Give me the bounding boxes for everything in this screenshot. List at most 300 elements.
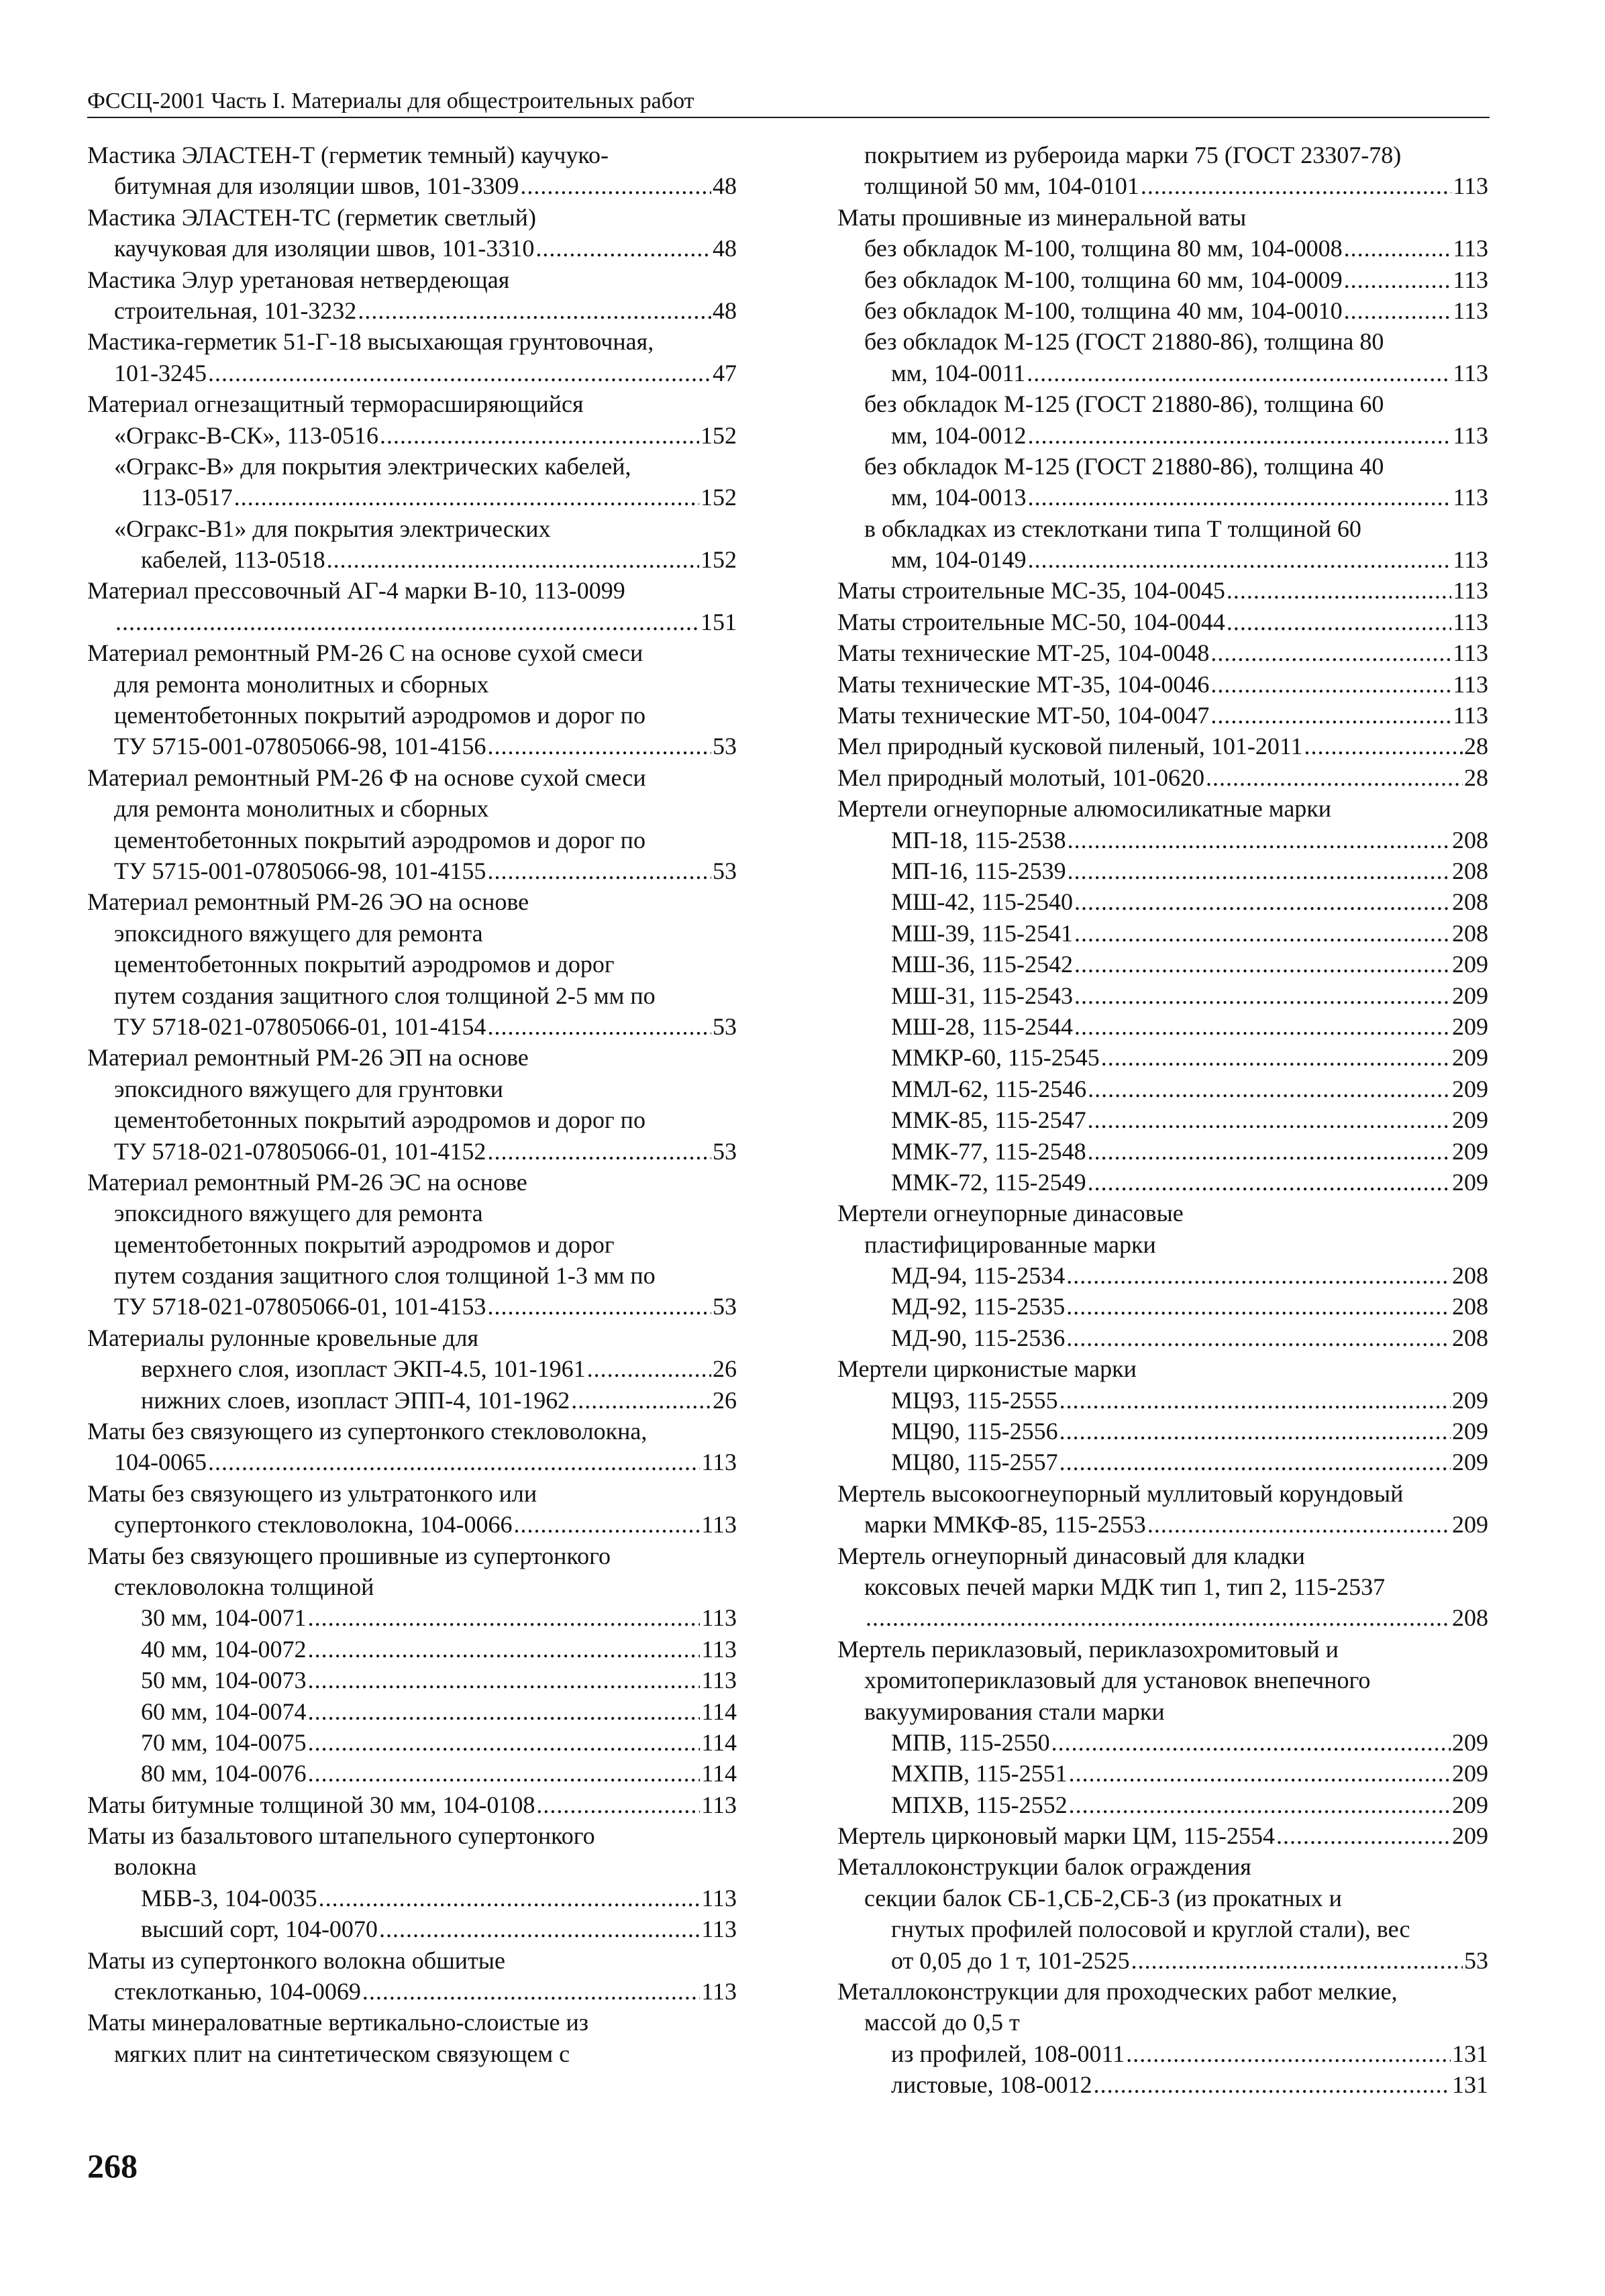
- index-page-ref: 113: [701, 1667, 737, 1694]
- index-entry-text: МД-94, 115-2534: [891, 1262, 1066, 1290]
- index-entry-line: [837, 1976, 1488, 2007]
- index-page-ref: 47: [713, 359, 737, 386]
- index-entry-text: Мел природный молотый, 101-0620: [837, 764, 1204, 791]
- index-page-ref: 53: [713, 1012, 737, 1040]
- index-entry-line: [87, 544, 737, 575]
- index-entry-line: [837, 1291, 1488, 1322]
- index-entry-text: без обкладок М-100, толщина 80 мм, 104-0008: [864, 235, 1343, 262]
- index-entry-text: 50 мм, 104-0073: [141, 1667, 307, 1694]
- dot-leader: [380, 420, 699, 451]
- index-page-ref: 208: [1452, 1262, 1488, 1290]
- index-entry-text: 70 мм, 104-0075: [141, 1728, 307, 1756]
- index-page-ref: 113: [701, 1916, 737, 1943]
- index-entry-text: Металлоконструкции балок ограждения: [837, 1853, 1251, 1881]
- index-entry-line: [837, 170, 1488, 201]
- index-entry-text: цементобетонных покрытий аэродромов и дорог по: [114, 1106, 645, 1134]
- index-entry-text: массой до 0,5 т: [864, 2009, 1020, 2036]
- index-entry-text: супертонкого стекловолокна, 104-0066: [114, 1511, 513, 1538]
- index-entry-line: [87, 669, 737, 700]
- index-entry-line: [87, 1042, 737, 1073]
- dot-leader: [362, 1976, 700, 2007]
- dot-leader: [1066, 1260, 1451, 1291]
- dot-leader: [487, 731, 711, 762]
- dot-leader: [1088, 1167, 1451, 1198]
- index-entry-line: [837, 575, 1488, 606]
- index-entry-text: гнутых профилей полосовой и круглой стали), вес: [891, 1916, 1410, 1943]
- index-entry-text: без обкладок М-100, толщина 60 мм, 104-0009: [864, 266, 1343, 293]
- index-entry-line: [837, 202, 1488, 233]
- index-page-ref: 113: [1453, 359, 1488, 386]
- index-page-ref: 208: [1452, 919, 1488, 947]
- index-entry-text: Маты из базальтового штапельного супертонкого: [87, 1822, 595, 1850]
- index-page-ref: 209: [1452, 1791, 1488, 1818]
- index-entry-line: [87, 1447, 737, 1477]
- index-page-ref: 114: [701, 1728, 737, 1756]
- index-entry-line: [87, 575, 737, 606]
- index-page-ref: 152: [701, 484, 737, 511]
- index-page-ref: 53: [1464, 1946, 1488, 1974]
- dot-leader: [1069, 1789, 1451, 1820]
- dot-leader: [1344, 233, 1452, 264]
- index-entry-line: [837, 855, 1488, 886]
- index-entry-text: цементобетонных покрытий аэродромов и дорог: [114, 951, 615, 978]
- index-entry-text: эпоксидного вяжущего для грунтовки: [114, 1075, 503, 1102]
- index-entry-text: толщиной 50 мм, 104-0101: [864, 172, 1139, 200]
- index-page-ref: 209: [1452, 1106, 1488, 1134]
- index-entry-line: [837, 1571, 1488, 1602]
- dot-leader: [487, 855, 711, 886]
- index-entry-line: [87, 1883, 737, 1914]
- index-entry-line: [87, 420, 737, 451]
- index-page-ref: 208: [1452, 826, 1488, 853]
- index-page-ref: 209: [1452, 951, 1488, 978]
- dot-leader: [1074, 1011, 1451, 1042]
- index-entry-line: [837, 1416, 1488, 1447]
- dot-leader: [1074, 949, 1451, 980]
- index-entry-line: [87, 2007, 737, 2038]
- index-entry-line: [837, 1198, 1488, 1229]
- index-entry-line: [87, 1260, 737, 1291]
- dot-leader: [1101, 1042, 1451, 1073]
- dot-leader: [1210, 700, 1451, 731]
- index-entry-text: нижних слоев, изопласт ЭПП-4, 101-1962: [141, 1386, 570, 1414]
- index-entry-text: 113-0517: [141, 484, 233, 511]
- index-entry-text: Маты из супертонкого волокна обшитые: [87, 1946, 505, 1974]
- index-entry-text: Материал ремонтный РМ-26 С на основе сухой смеси: [87, 639, 643, 667]
- dot-leader: [487, 1136, 711, 1167]
- index-page-ref: 209: [1452, 1822, 1488, 1850]
- index-page-ref: 113: [1453, 484, 1488, 511]
- dot-leader: [1028, 482, 1452, 513]
- index-entry-text: МБВ-3, 104-0035: [141, 1884, 317, 1912]
- index-entry-text: путем создания защитного слоя толщиной 2-5 мм по: [114, 982, 656, 1009]
- index-page-ref: 209: [1452, 1418, 1488, 1445]
- index-entry-line: [87, 482, 737, 513]
- index-entry-line: [837, 1602, 1488, 1633]
- index-page-ref: 28: [1464, 733, 1488, 760]
- dot-leader: [1147, 1509, 1451, 1540]
- index-entry-line: [837, 1011, 1488, 1042]
- dot-leader: [1066, 1322, 1451, 1353]
- dot-leader: [1027, 358, 1451, 388]
- index-entry-text: МШ-39, 115-2541: [891, 919, 1073, 947]
- running-header: [87, 86, 1490, 118]
- index-entry-line: [837, 358, 1488, 388]
- index-entry-line: [837, 2038, 1488, 2069]
- index-entry-text: Мастика-герметик 51-Г-18 высыхающая грунтовочная,: [87, 328, 654, 356]
- index-entry-text: высший сорт, 104-0070: [141, 1916, 378, 1943]
- index-entry-text: Мастика ЭЛАСТЕН-Т (герметик темный) каучуко-: [87, 142, 609, 168]
- index-entry-line: [837, 1789, 1488, 1820]
- dot-leader: [308, 1758, 701, 1789]
- index-entry-text: пластифицированные марки: [864, 1231, 1156, 1258]
- index-entry-line: [837, 1136, 1488, 1167]
- dot-leader: [1074, 980, 1451, 1011]
- index-entry-text: в обкладках из стеклоткани типа Т толщиной 60: [864, 515, 1361, 542]
- index-entry-line: [837, 2069, 1488, 2100]
- index-entry-line: [837, 949, 1488, 980]
- index-entry-line: [87, 1820, 737, 1851]
- dot-leader: [1094, 2069, 1451, 2100]
- index-entry-line: [87, 1167, 737, 1198]
- index-page-ref: 26: [713, 1355, 737, 1383]
- dot-leader: [319, 1883, 701, 1914]
- dot-leader: [308, 1665, 701, 1695]
- index-page-ref: 53: [713, 1137, 737, 1165]
- index-entry-text: МШ-28, 115-2544: [891, 1012, 1073, 1040]
- index-entry-text: без обкладок М-125 (ГОСТ 21880-86), толщина 80: [864, 328, 1384, 356]
- index-entry-line: [837, 388, 1488, 419]
- index-entry-text: для ремонта монолитных и сборных: [114, 795, 489, 823]
- index-page-ref: 209: [1452, 1075, 1488, 1102]
- index-entry-text: «Огракс-В1» для покрытия электрических: [114, 515, 551, 542]
- index-entry-text: ТУ 5718-021-07805066-01, 101-4153: [114, 1293, 486, 1320]
- index-page-ref: 114: [701, 1698, 737, 1725]
- dot-leader: [208, 358, 711, 388]
- index-page-ref: 113: [1453, 266, 1488, 293]
- index-entry-line: [87, 1945, 737, 1976]
- index-entry-line: [837, 1167, 1488, 1198]
- index-entry-line: [837, 1851, 1488, 1882]
- dot-leader: [1068, 825, 1451, 855]
- index-entry-text: стекловолокна толщиной: [114, 1573, 374, 1600]
- index-entry-text: секции балок СБ-1,СБ-2,СБ-3 (из прокатных и: [864, 1884, 1342, 1912]
- dot-leader: [1227, 575, 1451, 606]
- index-entry-text: покрытием из рубероида марки 75 (ГОСТ 23307-78): [864, 142, 1402, 168]
- index-entry-line: [87, 1385, 737, 1416]
- index-column-left: [87, 140, 737, 2069]
- index-entry-text: ММК-77, 115-2548: [891, 1137, 1086, 1165]
- index-entry-text: Маты без связующего из супертонкого стекловолокна,: [87, 1418, 648, 1445]
- dot-leader: [1126, 2038, 1451, 2069]
- index-entry-line: [87, 140, 737, 170]
- index-entry-text: без обкладок М-125 (ГОСТ 21880-86), толщина 60: [864, 390, 1384, 418]
- index-page-ref: 113: [1453, 421, 1488, 449]
- index-entry-line: [837, 1727, 1488, 1758]
- index-entry-text: стеклотканью, 104-0069: [114, 1978, 361, 2005]
- index-page-ref: 209: [1452, 982, 1488, 1009]
- index-entry-text: Материал ремонтный РМ-26 ЭП на основе: [87, 1044, 529, 1072]
- index-entry-line: [837, 700, 1488, 731]
- index-entry-line: [837, 2007, 1488, 2038]
- index-page-ref: 113: [1453, 235, 1488, 262]
- index-entry-text: каучуковая для изоляции швов, 101-3310: [114, 235, 535, 262]
- index-entry-text: ТУ 5718-021-07805066-01, 101-4154: [114, 1012, 486, 1040]
- index-entry-text: МПВ, 115-2550: [891, 1728, 1050, 1756]
- index-entry-line: [837, 140, 1488, 170]
- index-entry-text: МШ-31, 115-2543: [891, 982, 1073, 1009]
- index-entry-text: 30 мм, 104-0071: [141, 1604, 307, 1632]
- index-entry-text: 80 мм, 104-0076: [141, 1760, 307, 1787]
- index-entry-text: ТУ 5718-021-07805066-01, 101-4152: [114, 1137, 486, 1165]
- index-entry-line: [837, 1353, 1488, 1384]
- index-page-ref: 113: [1453, 546, 1488, 574]
- index-entry-text: «Огракс-В» для покрытия электрических кабелей,: [114, 452, 631, 480]
- index-entry-text: Мертель огнеупорный динасовый для кладки: [837, 1542, 1305, 1569]
- index-entry-text: цементобетонных покрытий аэродромов и дорог по: [114, 702, 645, 729]
- index-page-ref: 131: [1452, 2071, 1488, 2099]
- index-entry-line: [87, 762, 737, 793]
- index-entry-text: «Огракс-В-СК», 113-0516: [114, 421, 378, 449]
- index-entry-line: [837, 762, 1488, 793]
- index-entry-line: [87, 1789, 737, 1820]
- index-entry-text: Материалы рулонные кровельные для: [87, 1324, 478, 1351]
- index-entry-line: [837, 1447, 1488, 1477]
- index-entry-text: строительная, 101-3232: [114, 297, 357, 324]
- dot-leader: [513, 1509, 700, 1540]
- index-entry-line: [837, 1634, 1488, 1665]
- index-page-ref: 53: [713, 1293, 737, 1320]
- index-entry-text: Маты битумные толщиной 30 мм, 104-0108: [87, 1791, 535, 1818]
- dot-leader: [571, 1385, 711, 1416]
- index-page-ref: 209: [1452, 1137, 1488, 1165]
- index-page-ref: 151: [701, 608, 737, 635]
- index-entry-text: Материал ремонтный РМ-26 ЭО на основе: [87, 888, 529, 916]
- index-page-ref: 26: [713, 1386, 737, 1414]
- index-page-ref: 53: [713, 733, 737, 760]
- index-entry-line: [87, 1136, 737, 1167]
- index-entry-text: кабелей, 113-0518: [141, 546, 325, 574]
- index-entry-line: [87, 1011, 737, 1042]
- page-number: 268: [87, 2147, 138, 2185]
- index-entry-line: [837, 544, 1488, 575]
- index-entry-text: Маты строительные МС-50, 104-0044: [837, 608, 1225, 635]
- dot-leader: [308, 1696, 701, 1727]
- dot-leader: [1344, 295, 1452, 326]
- index-entry-line: [837, 513, 1488, 544]
- index-entry-line: [87, 700, 737, 731]
- index-entry-line: [837, 793, 1488, 824]
- index-entry-text: хромитопериклазовый для установок внепечного: [864, 1667, 1371, 1694]
- index-page-ref: 114: [701, 1760, 737, 1787]
- dot-leader: [1074, 918, 1451, 949]
- dot-leader: [234, 482, 699, 513]
- dot-leader: [1069, 1758, 1451, 1789]
- index-entry-line: [87, 451, 737, 482]
- dot-leader: [1068, 855, 1451, 886]
- index-entry-line: [87, 1416, 737, 1447]
- index-entry-text: МЦ80, 115-2557: [891, 1449, 1058, 1476]
- dot-leader: [115, 607, 699, 637]
- index-entry-line: [87, 918, 737, 949]
- index-entry-line: [837, 482, 1488, 513]
- dot-leader: [308, 1634, 701, 1665]
- index-entry-line: [837, 1385, 1488, 1416]
- index-entry-text: эпоксидного вяжущего для ремонта: [114, 1200, 483, 1227]
- index-entry-line: [837, 1042, 1488, 1073]
- index-entry-line: [837, 607, 1488, 637]
- dot-leader: [1141, 170, 1452, 201]
- index-entry-text: МХПВ, 115-2551: [891, 1760, 1068, 1787]
- index-entry-line: [87, 1509, 737, 1540]
- index-entry-line: [87, 1541, 737, 1571]
- index-page-ref: 208: [1452, 1293, 1488, 1320]
- index-entry-text: МЦ93, 115-2555: [891, 1386, 1058, 1414]
- index-entry-text: Маты прошивные из минеральной ваты: [837, 203, 1247, 231]
- index-entry-line: [87, 513, 737, 544]
- index-entry-text: для ремонта монолитных и сборных: [114, 670, 489, 698]
- dot-leader: [1088, 1104, 1451, 1135]
- index-entry-line: [837, 326, 1488, 357]
- index-entry-line: [87, 731, 737, 762]
- index-entry-line: [87, 1291, 737, 1322]
- index-entry-line: [837, 264, 1488, 295]
- index-page-ref: 113: [701, 1511, 737, 1538]
- index-entry-text: цементобетонных покрытий аэродромов и дорог: [114, 1231, 615, 1258]
- index-entry-line: [837, 1260, 1488, 1291]
- index-page-ref: 209: [1452, 1511, 1488, 1538]
- index-entry-text: эпоксидного вяжущего для ремонта: [114, 919, 483, 947]
- index-entry-line: [87, 637, 737, 668]
- dot-leader: [1344, 264, 1452, 295]
- index-entry-line: [837, 1945, 1488, 1976]
- index-entry-text: путем создания защитного слоя толщиной 1-3 мм по: [114, 1262, 656, 1290]
- index-entry-line: [87, 202, 737, 233]
- index-entry-line: [87, 1976, 737, 2007]
- index-entry-line: [837, 1104, 1488, 1135]
- dot-leader: [1059, 1416, 1451, 1447]
- index-entry-text: коксовых печей марки МДК тип 1, тип 2, 115-2537: [864, 1573, 1386, 1600]
- index-page-ref: 113: [1453, 172, 1488, 200]
- index-page-ref: 48: [713, 235, 737, 262]
- index-entry-text: Мертели огнеупорные динасовые: [837, 1200, 1184, 1227]
- index-page-ref: 209: [1452, 1386, 1488, 1414]
- index-entry-line: [87, 1198, 737, 1229]
- index-entry-line: [87, 980, 737, 1011]
- index-column-right: [837, 140, 1488, 2101]
- index-entry-line: [837, 1229, 1488, 1260]
- dot-leader: [1066, 1291, 1451, 1322]
- index-entry-text: ММК-85, 115-2547: [891, 1106, 1086, 1134]
- dot-leader: [1131, 1945, 1463, 1976]
- dot-leader: [587, 1353, 711, 1384]
- index-entry-text: цементобетонных покрытий аэродромов и дорог по: [114, 826, 645, 853]
- index-page-ref: 113: [1453, 297, 1488, 324]
- index-entry-text: 104-0065: [114, 1449, 207, 1476]
- index-page-ref: 209: [1452, 1728, 1488, 1756]
- index-page-ref: 28: [1464, 764, 1488, 791]
- index-entry-text: Мастика Элур уретановая нетвердеющая: [87, 266, 510, 293]
- index-entry-line: [837, 1541, 1488, 1571]
- dot-leader: [358, 295, 711, 326]
- dot-leader: [1059, 1385, 1451, 1416]
- index-page-ref: 53: [713, 857, 737, 884]
- index-entry-line: [87, 1322, 737, 1353]
- index-entry-line: [837, 1696, 1488, 1727]
- index-entry-text: вакуумирования стали марки: [864, 1698, 1165, 1725]
- dot-leader: [1210, 637, 1451, 668]
- index-page-ref: 209: [1452, 1044, 1488, 1072]
- dot-leader: [1028, 544, 1452, 575]
- index-entry-line: [87, 1104, 737, 1135]
- index-page-ref: 209: [1452, 1012, 1488, 1040]
- index-entry-text: Маты технические МТ-50, 104-0047: [837, 702, 1210, 729]
- index-entry-text: Мертели огнеупорные алюмосиликатные марки: [837, 795, 1332, 823]
- index-entry-text: 40 мм, 104-0072: [141, 1635, 307, 1663]
- dot-leader: [327, 544, 699, 575]
- dot-leader: [208, 1447, 700, 1477]
- index-entry-line: [837, 1665, 1488, 1695]
- index-entry-line: [87, 1602, 737, 1633]
- index-entry-line: [837, 980, 1488, 1011]
- index-entry-text: от 0,05 до 1 т, 101-2525: [891, 1946, 1130, 1974]
- index-page-ref: 113: [701, 1978, 737, 2005]
- index-page-ref: 48: [713, 297, 737, 324]
- dot-leader: [1074, 886, 1451, 917]
- index-entry-line: [837, 451, 1488, 482]
- index-entry-line: [837, 420, 1488, 451]
- index-entry-text: Мертели цирконистые марки: [837, 1355, 1137, 1383]
- index-entry-text: Материал ремонтный РМ-26 Ф на основе сухой смеси: [87, 764, 646, 791]
- index-entry-line: [87, 1727, 737, 1758]
- index-entry-text: Мастика ЭЛАСТЕН-ТС (герметик светлый): [87, 203, 536, 231]
- index-entry-text: Маты строительные МС-35, 104-0045: [837, 577, 1225, 605]
- index-entry-line: [87, 233, 737, 264]
- index-entry-line: [837, 1883, 1488, 1914]
- index-page-ref: 113: [1453, 639, 1488, 667]
- index-entry-line: [87, 1851, 737, 1882]
- index-entry-line: [837, 1914, 1488, 1944]
- index-entry-line: [87, 1665, 737, 1695]
- index-entry-text: Металлоконструкции для проходческих работ мелкие,: [837, 1978, 1398, 2005]
- index-page-ref: 208: [1452, 1604, 1488, 1632]
- index-page-ref: 113: [701, 1884, 737, 1912]
- index-entry-line: [837, 1758, 1488, 1789]
- index-entry-line: [87, 1914, 737, 1944]
- index-entry-text: марки ММКФ-85, 115-2553: [864, 1511, 1146, 1538]
- index-entry-text: 101-3245: [114, 359, 207, 386]
- index-entry-text: МПХВ, 115-2552: [891, 1791, 1068, 1818]
- index-entry-line: [87, 886, 737, 917]
- dot-leader: [487, 1291, 711, 1322]
- index-entry-text: ММЛ-62, 115-2546: [891, 1075, 1087, 1102]
- index-entry-line: [87, 170, 737, 201]
- index-entry-line: [87, 1478, 737, 1509]
- index-entry-line: [837, 1509, 1488, 1540]
- index-page-ref: 113: [1453, 670, 1488, 698]
- index-page-ref: 113: [701, 1604, 737, 1632]
- dot-leader: [1059, 1447, 1451, 1477]
- index-entry-line: [87, 1353, 737, 1384]
- index-entry-line: [837, 1478, 1488, 1509]
- index-entry-line: [837, 233, 1488, 264]
- running-header-title: ФССЦ-2001 Часть I. Материалы для общестроительных работ: [87, 89, 694, 113]
- index-page-ref: 113: [701, 1449, 737, 1476]
- index-entry-text: битумная для изоляции швов, 101-3309: [114, 172, 519, 200]
- index-page-ref: 113: [701, 1635, 737, 1663]
- index-page-ref: 152: [701, 546, 737, 574]
- dot-leader: [1206, 762, 1463, 793]
